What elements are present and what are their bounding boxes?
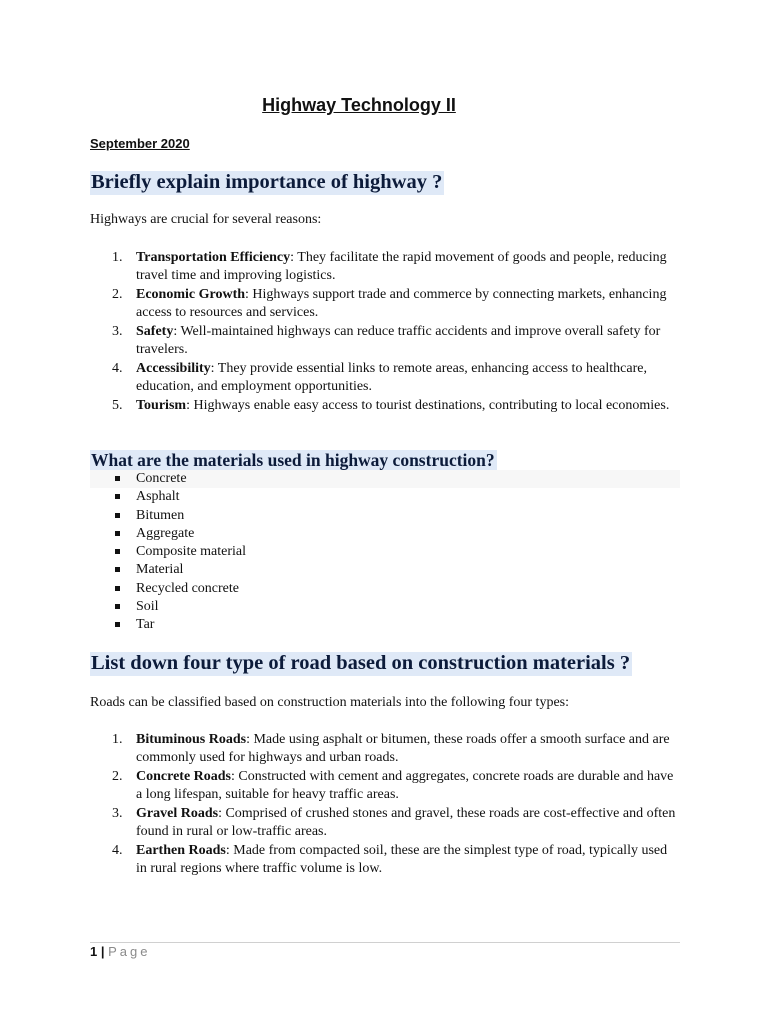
bullet-icon (115, 567, 120, 572)
list-item (90, 731, 680, 767)
list-number: 2. (112, 769, 123, 784)
section-heading-importance: Briefly explain importance of highway ? (91, 171, 443, 193)
bullet-icon (115, 531, 120, 536)
bullet-text: Soil (136, 599, 159, 615)
bullet-text: Recycled concrete (136, 580, 239, 596)
list-text: : Well-maintained highways can reduce traffic accidents and improve overall safety for travelers. (136, 324, 661, 357)
list-term: Economic Growth (136, 287, 246, 302)
bullet-icon (115, 586, 120, 591)
list-term: Safety (136, 324, 174, 339)
document-date: September 2020 (90, 136, 190, 151)
page-number: 1 (90, 944, 98, 959)
list-term: Gravel Roads (136, 806, 219, 821)
list-item (90, 323, 680, 359)
bullet-text: Asphalt (136, 489, 180, 505)
list-text: : They facilitate the rapid movement of goods and people, reducing travel time and improving logistics. (136, 250, 667, 283)
list-number: 2. (112, 287, 123, 302)
bullet-icon (115, 604, 120, 609)
list-text: : Comprised of crushed stones and gravel, these roads are cost-effective and often found in rural or low-traffic areas. (136, 806, 676, 839)
list-text: : They provide essential links to remote areas, enhancing access to healthcare, education, and employment opportunities. (136, 361, 647, 394)
list-item (90, 360, 680, 396)
list-item (90, 842, 680, 878)
list-item (90, 598, 680, 616)
list-number: 1. (112, 732, 123, 747)
list-term: Bituminous Roads (136, 732, 247, 747)
list-term: Concrete Roads (136, 769, 232, 784)
bullet-text: Tar (136, 617, 155, 633)
list-item (90, 507, 680, 525)
list-term: Accessibility (136, 361, 211, 376)
page-label: Page (108, 944, 151, 959)
list-item (90, 580, 680, 598)
bullet-text: Bitumen (136, 507, 185, 523)
road-types-list (90, 731, 680, 879)
list-number: 5. (112, 398, 123, 413)
bullet-text: Composite material (136, 544, 247, 560)
list-text: : Highways support trade and commerce by connecting markets, enhancing access to resources and services. (136, 287, 667, 320)
page-footer (90, 944, 151, 959)
list-item (90, 286, 680, 322)
page-separator: | (100, 944, 105, 959)
list-item (90, 249, 680, 285)
list-item (90, 768, 680, 804)
bullet-icon (115, 622, 120, 627)
bullet-text: Concrete (136, 471, 187, 486)
list-item (90, 397, 680, 415)
footer-divider (90, 942, 680, 943)
section-heading-materials: What are the materials used in highway construction? (91, 450, 495, 470)
list-item (90, 525, 680, 543)
list-item (90, 470, 680, 488)
materials-list (90, 470, 680, 635)
list-number: 4. (112, 843, 123, 858)
list-number: 3. (112, 324, 123, 339)
list-item (90, 543, 680, 561)
bullet-icon (115, 494, 120, 499)
list-text: : Made from compacted soil, these are the simplest type of road, typically used in rural regions where traffic volume is low. (136, 843, 668, 876)
list-item (90, 488, 680, 506)
list-term: Earthen Roads (136, 843, 226, 858)
bullet-icon (115, 549, 120, 554)
list-number: 3. (112, 806, 123, 821)
section-heading-road-types: List down four type of road based on construction materials ? (91, 652, 631, 674)
list-number: 1. (112, 250, 123, 265)
list-item (90, 616, 680, 634)
importance-list (90, 249, 680, 416)
list-text: : Constructed with cement and aggregates, concrete roads are durable and have a long lifespan, suitable for heavy traffic areas. (136, 769, 674, 802)
bullet-text: Material (136, 562, 184, 578)
list-term: Transportation Efficiency (136, 250, 291, 265)
section-intro-importance: Highways are crucial for several reasons: (90, 212, 322, 227)
list-term: Tourism (136, 398, 187, 413)
bullet-icon (115, 513, 120, 518)
section-intro-road-types: Roads can be classified based on construction materials into the following four types: (90, 695, 569, 710)
list-number: 4. (112, 361, 123, 376)
bullet-icon (115, 476, 120, 481)
document-title: Highway Technology II (262, 95, 456, 115)
bullet-text: Aggregate (136, 525, 195, 541)
list-text: : Highways enable easy access to tourist destinations, contributing to local economies. (186, 398, 670, 413)
list-item (90, 561, 680, 579)
list-text: : Made using asphalt or bitumen, these roads offer a smooth surface and are commonly used for highways and urban roads. (136, 732, 670, 765)
list-item (90, 805, 680, 841)
